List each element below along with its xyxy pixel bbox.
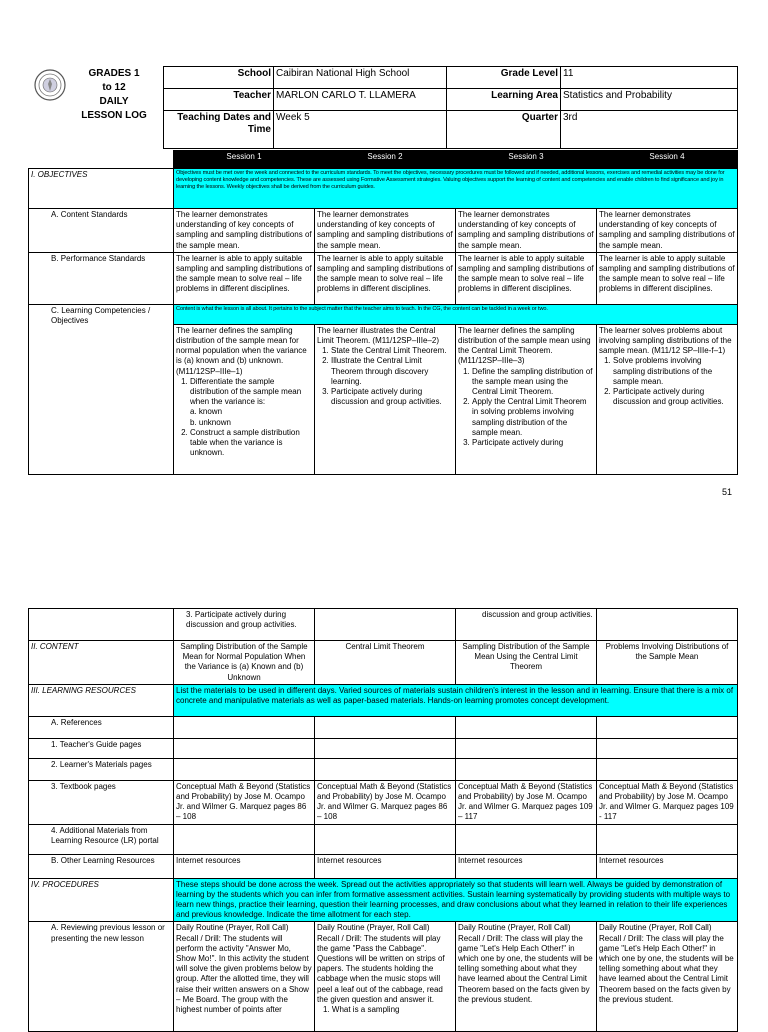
competencies-s3-cont: discussion and group activities. (456, 609, 597, 641)
resources-note: List the materials to be used in different days. Varied sources of materials sustain children's interest in the lesson and in learning. Ensure that there is a mix of concrete and manipulative materials as well as paper-based materials. Hands-on learning promotes concept development. (174, 684, 738, 716)
grade-level-label: Grade Level (447, 67, 561, 89)
teacher-label: Teacher (164, 89, 274, 111)
competencies-label: C. Learning Competencies / Objectives (29, 304, 174, 474)
learning-area-label: Learning Area (447, 89, 561, 111)
textbook-s4: Conceptual Math & Beyond (Statistics and Probability) by Jose M. Ocampo Jr. and Wilmer G. Marquez pages 109 - 117 (597, 780, 738, 824)
performance-standards-label: B. Performance Standards (29, 252, 174, 304)
session-1-header: Session 1 (174, 151, 315, 169)
content-s2: Central Limit Theorem (315, 641, 456, 685)
performance-standards-s4: The learner is able to apply suitable sampling and sampling distributions of the sample mean to solve real – life problems in different disciplines. (597, 252, 738, 304)
reviewing-lesson-label: A. Reviewing previous lesson or presenting the new lesson (29, 922, 174, 1032)
other-resources-label: B. Other Learning Resources (29, 854, 174, 878)
teachers-guide-label: 1. Teacher's Guide pages (29, 738, 174, 758)
content-procedures-table (28, 608, 738, 1032)
school-value: Caibiran National High School (274, 67, 447, 89)
procedure-s2: Daily Routine (Prayer, Roll Call) Recall / Drill: The students will play the game "Pass the Cabbage". Questions will be written on strips of papers. The students holding the cabbage when the music stops will peel a leaf out of the cabbage, read the given question and answer it. 1. What is a sampling (315, 922, 456, 1032)
session-4-header: Session 4 (597, 151, 738, 169)
textbook-s1: Conceptual Math & Beyond (Statistics and Probability) by Jose M. Ocampo Jr. and Wilmer G. Marquez pages 86 – 108 (174, 780, 315, 824)
internet-s4: Internet resources (597, 854, 738, 878)
session-2-header: Session 2 (315, 151, 456, 169)
learners-materials-label: 2. Learner's Materials pages (29, 758, 174, 780)
content-standards-label: A. Content Standards (29, 209, 174, 253)
content-standards-s1: The learner demonstrates understanding of key concepts of sampling and sampling distributions of the sample mean. (174, 209, 315, 253)
competencies-s2: The learner illustrates the Central Limit Theorem. (M11/12SP–IIIe–2) 1. State the Central Limit Theorem. 2. Illustrate the Central Limit Theorem through discovery learning. 3. Participate actively during discussion and group activities. (315, 324, 456, 474)
internet-s3: Internet resources (456, 854, 597, 878)
school-label: School (164, 67, 274, 89)
performance-standards-s2: The learner is able to apply suitable sampling and sampling distributions of the sample mean to solve real – life problems in different disciplines. (315, 252, 456, 304)
dates-value: Week 5 (274, 111, 447, 149)
content-standards-s2: The learner demonstrates understanding of key concepts of sampling and sampling distributions of the sample mean. (315, 209, 456, 253)
textbook-s3: Conceptual Math & Beyond (Statistics and Probability) by Jose M. Ocampo Jr. and Wilmer G. Marquez pages 109 – 117 (456, 780, 597, 824)
competencies-s3: The learner defines the sampling distribution of the sample mean using the Central Limit Theorem. (M11/12SP–IIIe–3) 1. Define the sampling distribution of the sample mean using the Central Limit Theorem. 2. Apply the Central Limit Theorem in solving problems involving sampling distribution of the sample mean. 3. Participate actively during (456, 324, 597, 474)
grade-level-value: 11 (561, 67, 738, 89)
header-table (163, 66, 738, 149)
content-s4: Problems Involving Distributions of the Sample Mean (597, 641, 738, 685)
content-s3: Sampling Distribution of the Sample Mean Using the Central Limit Theorem (456, 641, 597, 685)
quarter-value: 3rd (561, 111, 738, 149)
procedure-s3: Daily Routine (Prayer, Roll Call) Recall / Drill: The class will play the game "Let's Help Each Other!" in which one by one, the students will be telling something about what they have learned about the Central Limit Theorem based on the facts given by the previous student. (456, 922, 597, 1032)
additional-materials-label: 4. Additional Materials from Learning Resource (LR) portal (29, 824, 174, 854)
content-standards-s3: The learner demonstrates understanding of key concepts of sampling and sampling distributions of the sample mean. (456, 209, 597, 253)
competencies-note: Content is what the lesson is all about. It pertains to the subject matter that the teacher aims to teach. In the CG, the content can be tackled in a week or two. (174, 304, 738, 324)
session-3-header: Session 3 (456, 151, 597, 169)
textbook-s2: Conceptual Math & Beyond (Statistics and Probability) by Jose M. Ocampo Jr. and Wilmer G. Marquez pages 86 – 108 (315, 780, 456, 824)
performance-standards-s3: The learner is able to apply suitable sampling and sampling distributions of the sample mean to solve real – life problems in different disciplines. (456, 252, 597, 304)
competencies-s4: The learner solves problems about involving sampling distributions of the sample mean. (M11/12 SP–IIIe-f–1) 1. Solve problems involving sampling distributions of the sample mean. 2. Participate actively during discussion and group activities. (597, 324, 738, 474)
competencies-s1: The learner defines the sampling distribution of the sample mean for normal population when the variance is (a) known and (b) unknown. (M11/12SP–IIIe–1) 1. Differentiate the sample distribution of the sample mean when the variance is: a. known b. unknown 2. Construct a sample distribution table when the variance is unknown. (174, 324, 315, 474)
procedures-label: IV. PROCEDURES (29, 878, 174, 922)
content-label: II. CONTENT (29, 641, 174, 685)
procedures-note: These steps should be done across the week. Spread out the activities appropriately so that students will learn well. Always be guided by demonstration of learning by the students which you can infer from formative assessment activities. Sustain learning systematically by providing students with multiple ways to learn new things, practice their learning, question their learning processes, and draw conclusions about what they learned in relation to their life experiences and previous knowledge. Indicate the time allotment for each step. (174, 878, 738, 922)
internet-s1: Internet resources (174, 854, 315, 878)
performance-standards-s1: The learner is able to apply suitable sampling and sampling distributions of the sample mean to solve real – life problems in different disciplines. (174, 252, 315, 304)
references-label: A. References (29, 716, 174, 738)
lesson-log-title: GRADES 1 to 12 DAILY LESSON LOG (81, 68, 147, 121)
content-standards-s4: The learner demonstrates understanding of key concepts of sampling and sampling distributions of the sample mean. (597, 209, 738, 253)
procedure-s1: Daily Routine (Prayer, Roll Call) Recall / Drill: The students will perform the activity "Answer Mo, Show Mo!". In this activity the student will solve the given problems below by group. After the allotted time, they will raise their written answers on a Show – Me Board. The group with the highest number of points after (174, 922, 315, 1032)
learning-area-value: Statistics and Probability (561, 89, 738, 111)
textbook-label: 3. Textbook pages (29, 780, 174, 824)
procedure-s4: Daily Routine (Prayer, Roll Call) Recall / Drill: The class will play the game "Let's Help Each Other!" in which one by one, the students will be telling something about what they have learned about the Central Limit Theorem based on the facts given by the previous student. (597, 922, 738, 1032)
teacher-value: MARLON CARLO T. LLAMERA (274, 89, 447, 111)
resources-label: III. LEARNING RESOURCES (29, 684, 174, 716)
page-number: 51 (722, 487, 733, 497)
dates-label: Teaching Dates and Time (164, 111, 274, 149)
quarter-label: Quarter (447, 111, 561, 149)
competencies-s1-cont: 3. Participate actively during discussion and group activities. (174, 609, 315, 641)
objectives-label: I. OBJECTIVES (29, 169, 174, 209)
content-s1: Sampling Distribution of the Sample Mean for Normal Population When the Variance is (a) Known and (b) Unknown (174, 641, 315, 685)
objectives-note: Objectives must be met over the week and connected to the curriculum standards. To meet the objectives, necessary procedures must be followed and if needed, additional lessons, exercises and remedial activities may be done for developing content knowledge and competencies. These are assessed using Formative Assessment strategies. Valuing objectives support the learning of content and competencies and enable children to find significance and joy in learning the lessons. Weekly objectives shall be derived from the curriculum guides. (174, 169, 738, 209)
objectives-table (28, 150, 738, 475)
internet-s2: Internet resources (315, 854, 456, 878)
